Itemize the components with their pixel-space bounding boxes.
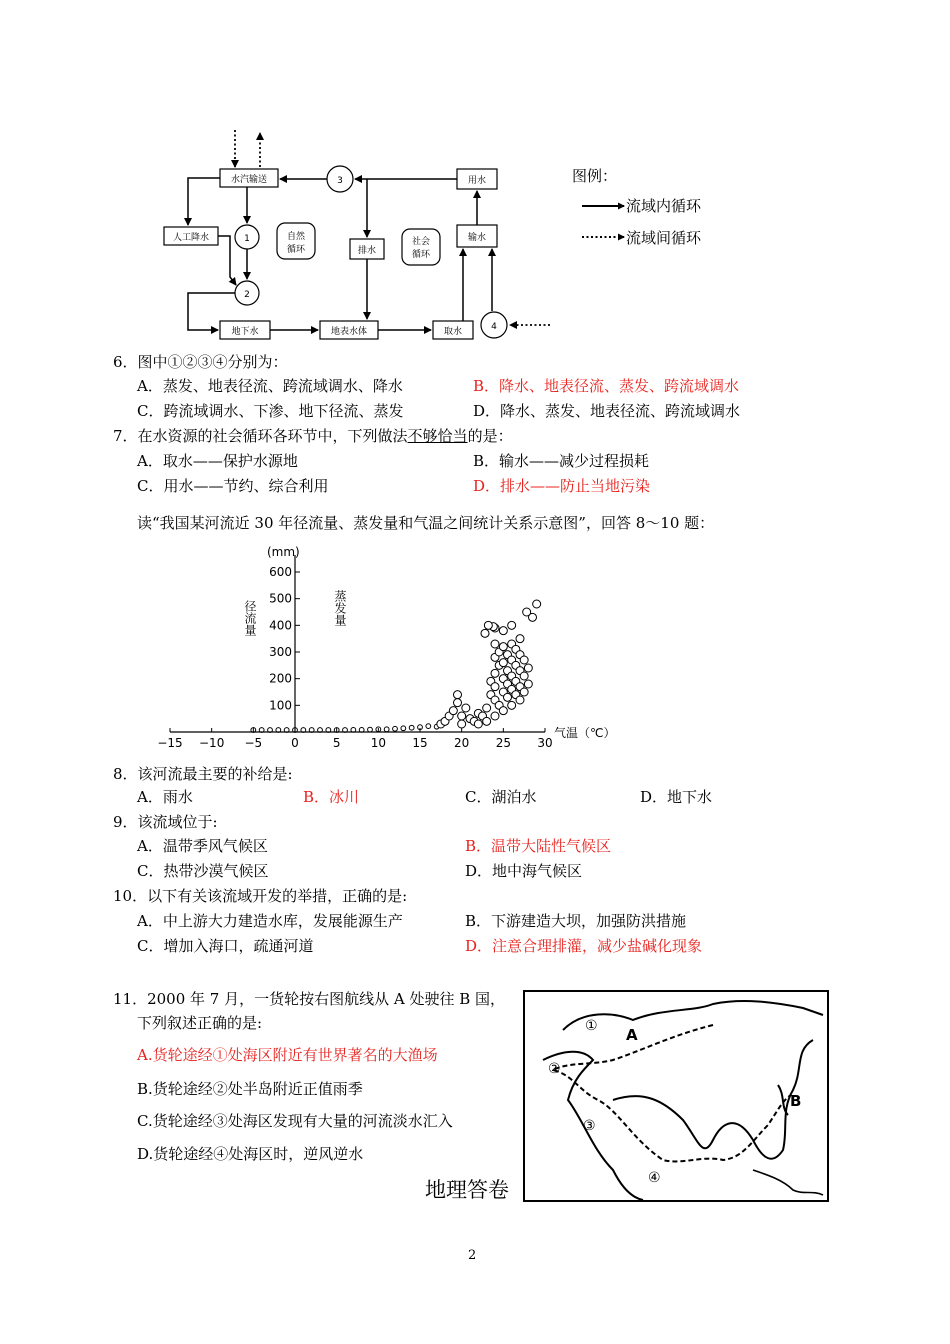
scatter-point [449,707,457,715]
scatter-point [491,640,499,648]
scatter-point [474,720,482,728]
q10-stem: 10．以下有关该流域开发的举措，正确的是: [113,887,408,905]
page-number: 2 [468,1248,477,1263]
scatter-point [520,688,528,696]
scatter-point [384,727,389,732]
scatter-point [524,664,532,672]
scatter-point [484,621,492,629]
q9-option-a: A．温带季风气候区 [137,837,268,855]
q9-stem: 9．该流域位于: [113,813,218,831]
circle-2-label: 2 [244,290,250,300]
q7-option-c: C．用水——节约、综合利用 [137,477,329,495]
scatter-point [401,726,406,731]
scatter-point [393,726,398,731]
x-tick-label: 20 [454,736,470,750]
q6-option-d: D．降水、蒸发、地表径流、跨流域调水 [473,402,741,420]
q10-option-d: D．注意合理排灌，减少盐碱化现象 [465,937,703,955]
scatter-point [499,627,507,635]
q7-option-a: A．取水——保护水源地 [137,452,298,470]
groundwater-label: 地下水 [231,327,259,337]
y-tick-label: 100 [269,698,292,713]
q6-option-b: B．降水、地表径流、蒸发、跨流域调水 [473,377,740,395]
map-marker-2: ② [548,1061,561,1077]
map-marker-4: ④ [648,1170,661,1186]
x-tick-label: −15 [157,736,183,750]
legend-solid-label: 流域内循环 [626,197,702,215]
scatter-point [508,621,516,629]
legend-dotted-label: 流域间循环 [626,229,702,247]
map-marker-1: ① [585,1018,598,1034]
scatter-point [499,659,507,667]
take-water-label: 取水 [443,327,463,337]
q11-stem-2: 下列叙述正确的是: [137,1014,263,1032]
q10-option-c: C．增加入海口，疏通河道 [137,937,314,955]
answer-sheet-title: 地理答卷 [425,1178,509,1202]
scatter-point [516,635,524,643]
circle-4-label: 4 [491,322,497,332]
q8-option-a: A．雨水 [137,788,193,806]
x-tick-label: 10 [370,736,386,750]
x-tick-label: 25 [495,736,511,750]
y-tick-label: 200 [269,671,292,686]
q9-option-b: B．温带大陆性气候区 [465,837,612,855]
surface-water-label: 地表水体 [330,327,368,337]
q11-option-c: C.货轮途经③处海区发现有大量的河流淡水汇入 [137,1112,453,1130]
scatter-point [454,691,462,699]
legend-title: 图例： [572,167,618,185]
circle-1-label: 1 [244,234,250,244]
xlabel: 气温（℃） [554,726,616,740]
scatter-point [454,699,462,707]
q8-option-d: D．地下水 [640,788,713,806]
drain-label: 排水 [357,246,377,256]
scatter-point [504,693,512,701]
q6-option-a: A．蒸发、地表径流、跨流域调水、降水 [137,377,403,395]
chart-intro: 读“我国某河流近 30 年径流量、蒸发量和气温之间统计关系示意图”，回答 8～10 题： [137,514,715,532]
q6-stem: 6．图中①②③④分别为： [113,353,288,371]
scatter-point [520,672,528,680]
q8-stem: 8．该河流最主要的补给是: [113,765,293,783]
q6-option-c: C．跨流域调水、下渗、地下径流、蒸发 [137,402,404,420]
scatter-point [409,725,414,730]
unit-label: (mm) [267,545,300,559]
artificial-rain-label: 人工降水 [172,233,210,243]
x-tick-label: 15 [412,736,428,750]
x-tick-label: 30 [537,736,553,750]
route-map [523,990,829,1202]
q10-option-a: A．中上游大力建造水库，发展能源生产 [137,912,403,930]
scatter-point [483,717,491,725]
scatter-point [458,720,466,728]
scatter-point [491,712,499,720]
vapor-label: 水汽输送 [230,175,268,185]
scatter-point [483,704,491,712]
q11-option-b: B.货轮途经②处半岛附近正值雨季 [137,1080,363,1098]
scatter-point [458,712,466,720]
scatter-point [499,707,507,715]
q9-option-c: C．热带沙漠气候区 [137,862,269,880]
q7-stem [113,426,513,446]
x-tick-label: −5 [244,736,263,750]
water-cycle-diagram [150,125,570,345]
use-water-label: 用水 [467,176,487,186]
q7-option-d: D．排水——防止当地污染 [473,477,651,495]
q8-option-b: B．冰川 [303,788,360,806]
scatter-point [524,680,532,688]
ylabel-runoff: 径流量 [243,600,257,636]
scatter-point [481,629,489,637]
circle-3-label: 3 [337,176,343,186]
x-tick-label: 0 [291,736,299,750]
q11-option-d: D.货轮途经④处海区时，逆风逆水 [137,1145,364,1163]
scatter-point [368,727,373,732]
scatter-point [533,600,541,608]
q7-stem-pre: 7．在水资源的社会循环各环节中，下列做法 [113,427,408,445]
scatter-point [462,704,470,712]
social-cycle-label-1: 社会 [411,237,431,247]
x-tick-label: −10 [199,736,225,750]
q7-option-b: B．输水——减少过程损耗 [473,452,650,470]
scatter-point [491,669,499,677]
y-tick-label: 500 [269,591,292,606]
q11-stem-1: 11．2000 年 7 月，一货轮按右图航线从 A 处驶往 B 国， [113,990,506,1008]
legend-lines [580,196,628,246]
q8-option-c: C．湖泊水 [465,788,537,806]
scatter-point [491,683,499,691]
runoff-temperature-chart [150,540,630,755]
scatter-point [426,724,431,729]
scatter-point [516,696,524,704]
social-cycle-label-2: 循环 [411,250,431,260]
scatter-point [508,701,516,709]
scatter-point [523,608,531,616]
natural-cycle-label-2: 循环 [286,245,306,255]
transport-water-label: 输水 [467,233,487,243]
y-tick-label: 300 [269,645,292,659]
scatter-point [520,656,528,664]
q11-option-a: A.货轮途经①处海区附近有世界著名的大渔场 [137,1046,438,1064]
natural-cycle-label-1: 自然 [286,232,306,242]
scatter-point [499,643,507,651]
ylabel-evaporation: 蒸发量 [333,590,347,626]
q9-option-d: D．地中海气候区 [465,862,583,880]
q7-stem-post: 的是： [467,427,513,445]
y-tick-label: 600 [269,565,292,579]
x-tick-label: 5 [332,736,341,750]
map-label-b: B [790,1092,802,1110]
map-label-a: A [626,1026,638,1044]
y-tick-label: 400 [269,618,292,633]
map-marker-3: ③ [583,1118,596,1134]
q10-option-b: B．下游建造大坝，加强防洪措施 [465,912,687,930]
q7-stem-underlined: 不够恰当 [407,427,468,445]
